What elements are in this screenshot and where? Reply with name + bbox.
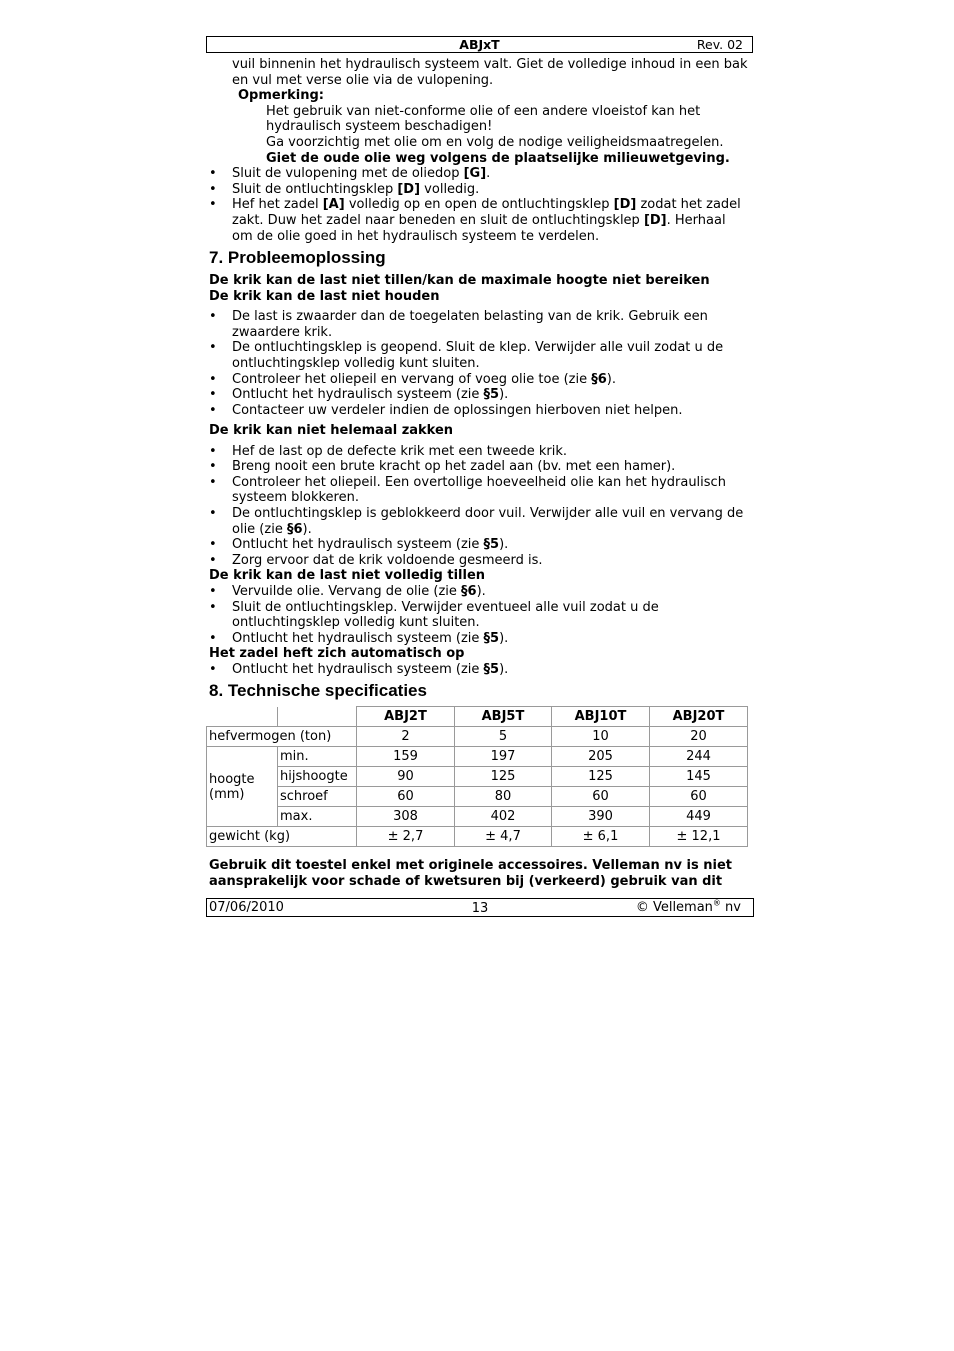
spec-row-height-min <box>207 747 748 767</box>
header-model: ABJxT <box>459 37 500 52</box>
bullet-dot: • <box>209 166 217 181</box>
solution-1-line-1: De last is zwaarder dan de toegelaten belasting van de krik. Gebruik een <box>232 309 708 324</box>
bullet-dot: • <box>209 444 217 459</box>
solution-8-line-1: Controleer het oliepeil. Een overtollige hoeveelheid olie kan het hydraulisch <box>232 475 726 490</box>
bullet-dot: • <box>209 403 217 418</box>
spec-sub-label: schroef <box>278 787 357 807</box>
spec-cell: 125 <box>455 767 552 787</box>
spec-cell: 402 <box>455 807 552 827</box>
spec-cell: ± 12,1 <box>650 827 748 847</box>
intro-line-1: vuil binnenin het hydraulisch systeem valt. Giet de volledige inhoud in een bak <box>232 57 748 72</box>
solution-5: Contacteer uw verdeler indien de oplossingen hierboven niet helpen. <box>232 403 683 418</box>
problem-heading-4: De krik kan de last niet volledig tillen <box>209 568 486 583</box>
spec-cell: 125 <box>552 767 650 787</box>
spec-cell: 2 <box>357 727 455 747</box>
spec-cell: 308 <box>357 807 455 827</box>
bullet-dot: • <box>209 475 217 490</box>
closing-line-1: Gebruik dit toestel enkel met originele accessoires. Velleman nv is niet <box>209 858 733 873</box>
bullet-dot: • <box>209 459 217 474</box>
note-line-3: Ga voorzichtig met olie om en volg de nodige veiligheidsmaatregelen. <box>266 135 724 150</box>
spec-row-height-lift <box>207 767 748 787</box>
solution-9-line-2: olie (zie §6). <box>232 522 312 537</box>
solution-1-line-2: zwaardere krik. <box>232 325 333 340</box>
spec-row-lift <box>207 727 748 747</box>
solution-15: Ontlucht het hydraulisch systeem (zie §5). <box>232 662 509 677</box>
spec-sub-label: max. <box>278 807 357 827</box>
problem-heading-1: De krik kan de last niet tillen/kan de maximale hoogte niet bereiken <box>209 273 710 288</box>
intro-bullet-3-line-1: Hef het zadel [A] volledig op en open de ontluchtingsklep [D] zodat het zadel <box>232 197 741 212</box>
solution-6: Hef de last op de defecte krik met een tweede krik. <box>232 444 568 459</box>
section-7-title: 7. Probleemoplossing <box>209 248 386 267</box>
spec-cell: 244 <box>650 747 748 767</box>
spec-col-header: ABJ20T <box>650 707 748 727</box>
bullet-dot: • <box>209 372 217 387</box>
solution-11: Zorg ervoor dat de krik voldoende gesmeerd is. <box>232 553 543 568</box>
spec-header-row <box>207 707 748 727</box>
spec-row-label: gewicht (kg) <box>207 827 357 847</box>
spec-cell: ± 2,7 <box>357 827 455 847</box>
spec-row-weight <box>207 827 748 847</box>
spec-cell: 205 <box>552 747 650 767</box>
problem-heading-5: Het zadel heft zich automatisch op <box>209 646 465 661</box>
spec-col-header: ABJ10T <box>552 707 650 727</box>
solution-2-line-1: De ontluchtingsklep is geopend. Sluit de klep. Verwijder alle vuil zodat u de <box>232 340 724 355</box>
section-8-title: 8. Technische specificaties <box>209 681 427 700</box>
footer-brand: © Velleman® nv <box>635 898 741 915</box>
spec-row-label: hefvermogen (ton) <box>207 727 357 747</box>
note-label: Opmerking: <box>238 88 324 103</box>
spec-cell: 197 <box>455 747 552 767</box>
spec-cell: 449 <box>650 807 748 827</box>
spec-cell: 20 <box>650 727 748 747</box>
solution-13-line-2: ontluchtingsklep volledig kunt sluiten. <box>232 615 480 630</box>
spec-cell: 60 <box>650 787 748 807</box>
header-revision: Rev. 02 <box>696 37 743 52</box>
bullet-dot: • <box>209 340 217 355</box>
page-header <box>206 36 753 53</box>
spec-cell: 10 <box>552 727 650 747</box>
bullet-dot: • <box>209 537 217 552</box>
spec-col-header: ABJ2T <box>357 707 455 727</box>
closing-line-2: aansprakelijk voor schade of kwetsuren bij (verkeerd) gebruik van dit <box>209 874 723 889</box>
page-footer <box>206 898 754 917</box>
bullet-dot: • <box>209 182 217 197</box>
spec-cell: 145 <box>650 767 748 787</box>
spec-sub-label: min. <box>278 747 357 767</box>
spec-cell: ± 6,1 <box>552 827 650 847</box>
solution-8-line-2: systeem blokkeren. <box>232 490 359 505</box>
solution-2-line-2: ontluchtingsklep volledig kunt sluiten. <box>232 356 480 371</box>
spec-col-header: ABJ5T <box>455 707 552 727</box>
spec-cell: 159 <box>357 747 455 767</box>
solution-10: Ontlucht het hydraulisch systeem (zie §5). <box>232 537 509 552</box>
bullet-dot: • <box>209 662 217 677</box>
spec-cell: ± 4,7 <box>455 827 552 847</box>
intro-bullet-1: Sluit de vulopening met de oliedop [G]. <box>232 166 491 181</box>
intro-bullet-3-line-3: om de olie goed in het hydraulisch systeem te verdelen. <box>232 229 600 244</box>
solution-13-line-1: Sluit de ontluchtingsklep. Verwijder eventueel alle vuil zodat u de <box>232 600 659 615</box>
spec-cell: 90 <box>357 767 455 787</box>
spec-corner <box>207 707 278 727</box>
page-number: 13 <box>471 901 489 916</box>
spec-cell: 80 <box>455 787 552 807</box>
spec-table <box>206 706 748 847</box>
intro-bullet-2: Sluit de ontluchtingsklep [D] volledig. <box>232 182 480 197</box>
solution-3: Controleer het oliepeil en vervang of voeg olie toe (zie §6). <box>232 372 616 387</box>
spec-cell: 60 <box>552 787 650 807</box>
solution-14: Ontlucht het hydraulisch systeem (zie §5). <box>232 631 509 646</box>
solution-9-line-1: De ontluchtingsklep is geblokkeerd door vuil. Verwijder alle vuil en vervang de <box>232 506 744 521</box>
bullet-dot: • <box>209 387 217 402</box>
spec-height-label: hoogte (mm) <box>207 747 278 827</box>
bullet-dot: • <box>209 584 217 599</box>
note-line-1: Het gebruik van niet-conforme olie of een andere vloeistof kan het <box>266 104 701 119</box>
solution-12: Vervuilde olie. Vervang de olie (zie §6). <box>232 584 486 599</box>
bullet-dot: • <box>209 197 217 212</box>
solution-4: Ontlucht het hydraulisch systeem (zie §5). <box>232 387 509 402</box>
bullet-dot: • <box>209 600 217 615</box>
bullet-dot: • <box>209 309 217 324</box>
bullet-dot: • <box>209 506 217 521</box>
spec-cell: 5 <box>455 727 552 747</box>
problem-heading-2: De krik kan de last niet houden <box>209 289 440 304</box>
footer-date: 07/06/2010 <box>209 900 284 915</box>
bullet-dot: • <box>209 553 217 568</box>
note-line-2: hydraulisch systeem beschadigen! <box>266 119 493 134</box>
spec-cell: 390 <box>552 807 650 827</box>
problem-heading-3: De krik kan niet helemaal zakken <box>209 423 454 438</box>
note-line-4: Giet de oude olie weg volgens de plaatselijke milieuwetgeving. <box>266 151 730 166</box>
spec-corner <box>278 707 357 727</box>
spec-row-height-max <box>207 807 748 827</box>
spec-row-height-screw <box>207 787 748 807</box>
solution-7: Breng nooit een brute kracht op het zadel aan (bv. met een hamer). <box>232 459 676 474</box>
intro-bullet-3-line-2: zakt. Duw het zadel naar beneden en sluit de ontluchtingsklep [D]. Herhaal <box>232 213 726 228</box>
spec-sub-label: hijshoogte <box>278 767 357 787</box>
spec-cell: 60 <box>357 787 455 807</box>
bullet-dot: • <box>209 631 217 646</box>
intro-line-2: en vul met verse olie via de vulopening. <box>232 73 494 88</box>
